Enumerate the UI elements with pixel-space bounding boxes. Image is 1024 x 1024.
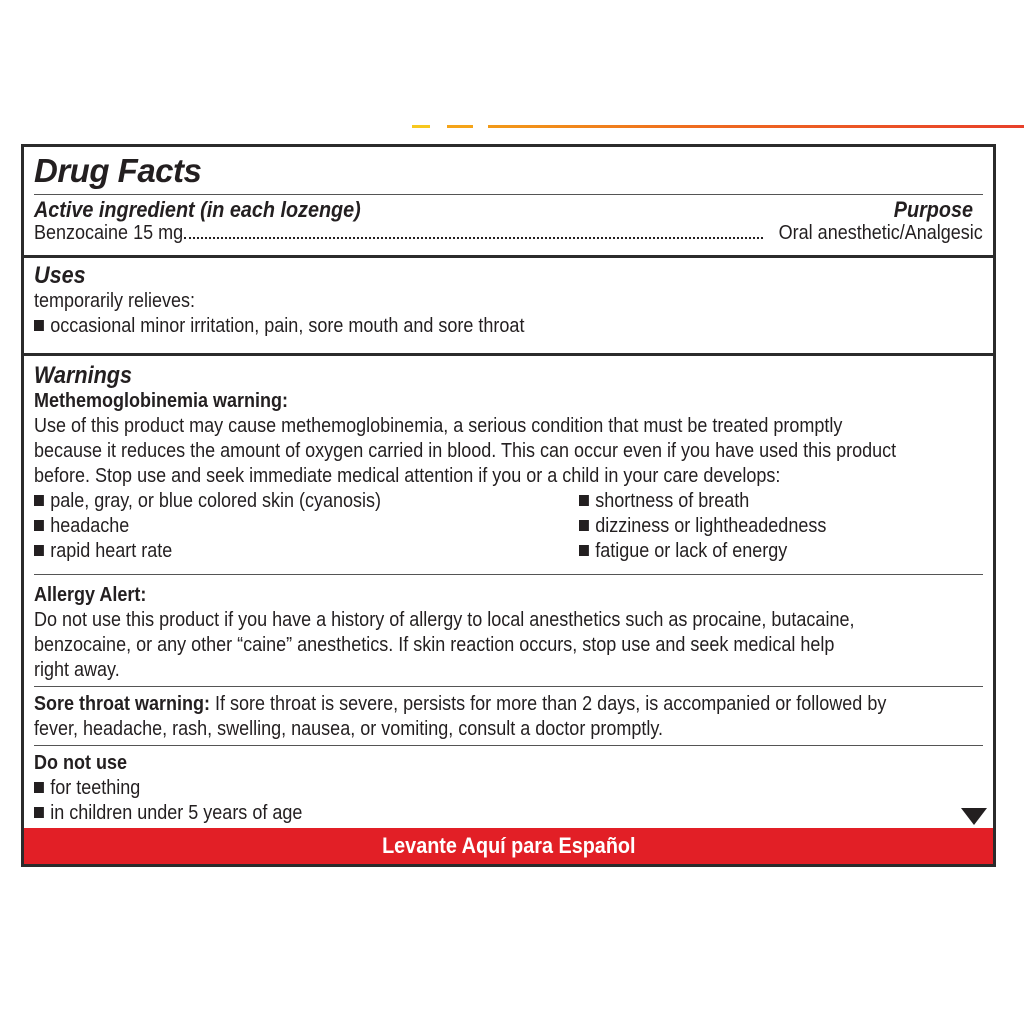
bullet-icon: [579, 545, 589, 556]
section-divider-1: [24, 255, 993, 258]
banner-text: Levante Aquí para Español: [381, 833, 636, 858]
uses-item: occasional minor irritation, pain, sore mouth and sore throat: [34, 314, 888, 339]
page-title: Drug Facts: [34, 152, 202, 189]
symptom-column-right: [579, 489, 854, 564]
symptom-column-left: [34, 489, 420, 564]
sore-throat-heading: Sore throat warning:: [34, 693, 211, 715]
decor-stripe-orange: [488, 125, 1024, 128]
allergy-line: Do not use this product if you have a history of allergy to local anesthetics such as procaine, butacaine,: [34, 609, 855, 631]
spanish-banner[interactable]: [24, 828, 993, 864]
dot-leader: [184, 237, 763, 239]
bullet-icon: [34, 782, 44, 793]
bullet-icon: [579, 495, 589, 506]
ingredient-purpose: Oral anesthetic/Analgesic: [778, 222, 983, 244]
ingredient-name: Benzocaine 15 mg: [34, 222, 184, 244]
title-divider: [34, 194, 983, 195]
active-ingredient-heading: Active ingredient (in each lozenge): [34, 197, 361, 222]
list-item: headache: [34, 514, 381, 539]
section-divider-2: [24, 353, 993, 356]
ingredient-row: [34, 222, 983, 244]
uses-intro: temporarily relieves:: [34, 290, 196, 312]
bullet-icon: [579, 520, 589, 531]
uses-section: [24, 263, 993, 339]
allergy-line: benzocaine, or any other “caine” anesthetics. If skin reaction occurs, stop use and seek medical help: [34, 634, 835, 656]
decor-stripe-yellow: [412, 125, 430, 128]
do-not-use-section: [24, 751, 993, 826]
list-item: in children under 5 years of age: [34, 801, 888, 826]
methemoglobinemia-line: before. Stop use and seek immediate medical attention if you or a child in your care develops:: [34, 465, 781, 487]
decor-stripe-amber: [447, 125, 473, 128]
sore-throat-line: fever, headache, rash, swelling, nausea, or vomiting, consult a doctor promptly.: [34, 718, 664, 740]
warnings-section: [24, 363, 993, 564]
list-item: dizziness or lightheadedness: [579, 514, 826, 539]
sore-throat-section: [24, 692, 993, 742]
warnings-divider-1: [34, 574, 983, 575]
list-item: shortness of breath: [579, 489, 826, 514]
drug-facts-panel: [21, 144, 996, 867]
allergy-line: right away.: [34, 659, 120, 681]
symptom-columns: [34, 489, 983, 564]
list-item: fatigue or lack of energy: [579, 539, 826, 564]
bullet-icon: [34, 320, 44, 331]
uses-heading: Uses: [34, 262, 86, 289]
active-ingredient-section: [24, 197, 993, 244]
bullet-icon: [34, 520, 44, 531]
methemoglobinemia-line: Use of this product may cause methemoglobinemia, a serious condition that must be treated promptly: [34, 415, 843, 437]
list-item: rapid heart rate: [34, 539, 381, 564]
bullet-icon: [34, 495, 44, 506]
title-section: [24, 151, 993, 191]
warnings-divider-2: [34, 686, 983, 687]
list-item: pale, gray, or blue colored skin (cyanosis): [34, 489, 381, 514]
allergy-section: [24, 583, 993, 683]
methemoglobinemia-line: because it reduces the amount of oxygen carried in blood. This can occur even if you have used this product: [34, 440, 897, 462]
warnings-divider-3: [34, 745, 983, 746]
warnings-heading: Warnings: [34, 362, 133, 389]
purpose-heading: Purpose: [893, 197, 973, 222]
bullet-icon: [34, 545, 44, 556]
bullet-icon: [34, 807, 44, 818]
continue-arrow-icon: [961, 808, 987, 825]
do-not-use-heading: Do not use: [34, 752, 128, 774]
list-item: for teething: [34, 776, 888, 801]
sore-throat-line: Sore throat warning: If sore throat is severe, persists for more than 2 days, is accompanied or followed by: [34, 693, 887, 715]
methemoglobinemia-heading: Methemoglobinemia warning:: [34, 390, 289, 412]
allergy-heading: Allergy Alert:: [34, 584, 147, 606]
